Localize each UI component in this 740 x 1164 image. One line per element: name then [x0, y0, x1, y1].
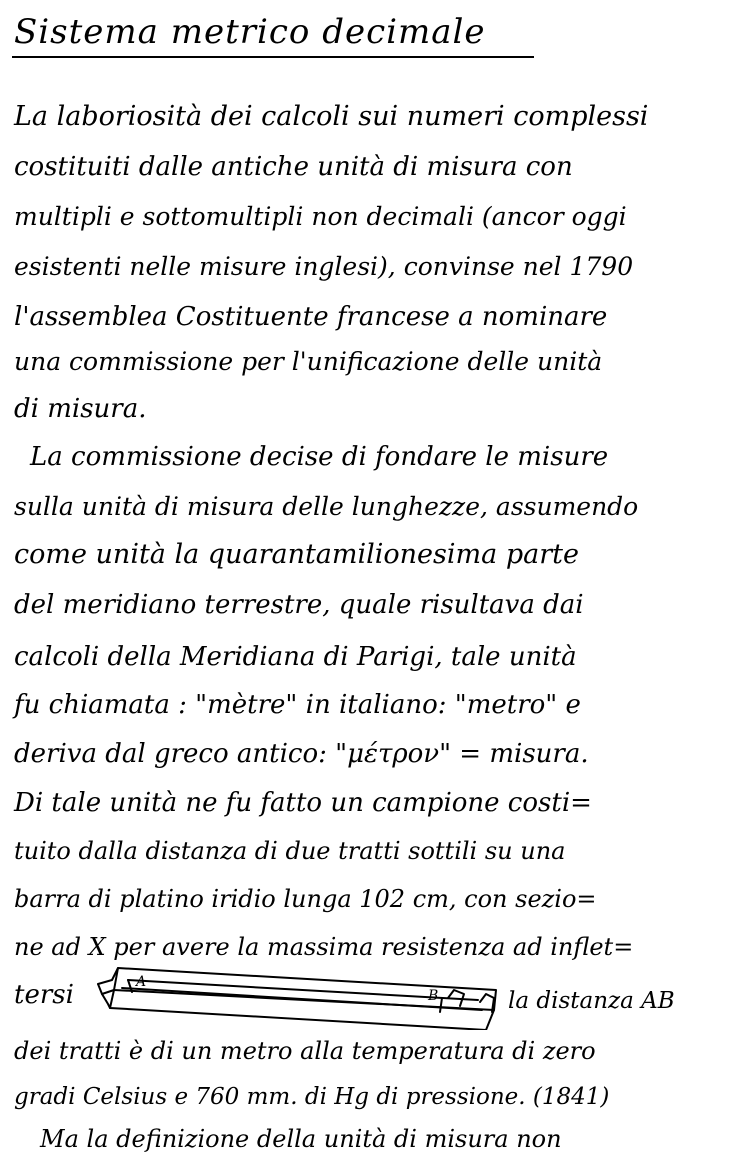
page-title: Sistema metrico decimale — [14, 12, 486, 52]
text-line: La commissione decise di fondare le misure — [30, 442, 609, 472]
text-line: ne ad X per avere la massima resistenza ad inflet= — [14, 933, 634, 961]
point-a-label: A — [136, 974, 147, 990]
text-line: Ma la definizione della unità di misura non — [40, 1125, 562, 1153]
text-line: La laboriosità dei calcoli sui numeri complessi — [14, 101, 649, 132]
text-line: una commissione per l'unificazione delle unità — [14, 347, 603, 376]
text-line: tersi — [14, 980, 74, 1010]
text-line: del meridiano terrestre, quale risultava dai — [14, 590, 584, 620]
text-line: sulla unità di misura delle lunghezze, assumendo — [14, 492, 639, 521]
text-line: di misura. — [14, 394, 147, 424]
title-underline — [12, 56, 534, 58]
text-line: barra di platino iridio lunga 102 cm, con sezio= — [14, 885, 597, 913]
point-b-label: B — [428, 988, 439, 1004]
text-line: Di tale unità ne fu fatto un campione costi= — [14, 788, 592, 818]
text-line: la distanza AB — [508, 988, 675, 1014]
platinum-bar-drawing — [88, 960, 500, 1030]
text-line: come unità la quarantamilionesima parte — [14, 539, 579, 570]
text-line: dei tratti è di un metro alla temperatura di zero — [14, 1037, 596, 1065]
text-line: calcoli della Meridiana di Parigi, tale unità — [14, 642, 577, 672]
text-line: fu chiamata : "mètre" in italiano: "metro" e — [14, 690, 581, 720]
text-line: l'assemblea Costituente francese a nominare — [14, 302, 608, 332]
text-line: costituiti dalle antiche unità di misura con — [14, 152, 573, 182]
text-line: tuito dalla distanza di due tratti sottili su una — [14, 837, 566, 865]
text-line: deriva dal greco antico: "μέτρον" = misura. — [14, 739, 589, 769]
text-line: esistenti nelle misure inglesi), convinse nel 1790 — [14, 252, 634, 281]
text-line: multipli e sottomultipli non decimali (ancor oggi — [14, 202, 627, 231]
text-line: gradi Celsius e 760 mm. di Hg di pressione. (1841) — [14, 1084, 610, 1110]
